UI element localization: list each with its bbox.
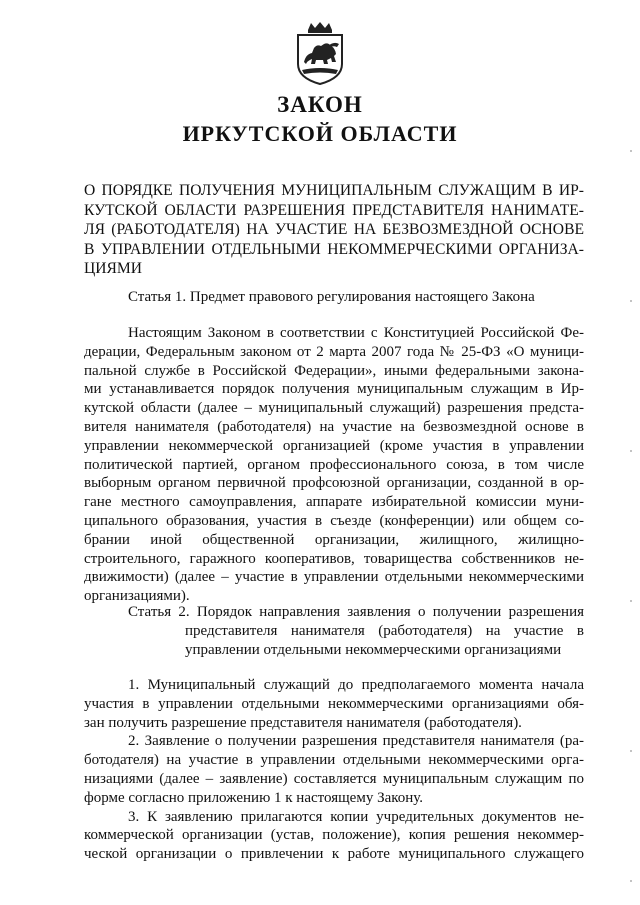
article-2-title-line: управлении отдельными некоммерческими организациями	[185, 641, 562, 658]
text-line: Настоящим Законом в соответствии с Конституцией Российской Фе-	[128, 325, 584, 341]
text-line: пальной службе в Российской Федерации», иными федеральными закона-	[84, 362, 584, 379]
text-line: дерации, Федеральным законом от 2 марта 2007 года № 25-ФЗ «О муници-	[84, 343, 584, 360]
text-line: 3. К заявлению прилагаются копии учредительных документов не-	[128, 808, 584, 825]
text-line: участия в управлении отдельными некоммерческими организациями обя-	[84, 695, 584, 712]
heading-line: В УПРАВЛЕНИИ ОТДЕЛЬНЫМИ НЕКОММЕРЧЕСКИМИ ОРГАНИЗА-	[84, 240, 584, 258]
text-line: организациями).	[84, 588, 190, 605]
text-line: строительного, гаражного кооперативов, товарищества собственников не-	[84, 550, 584, 567]
article-2-title	[128, 603, 584, 659]
article-2-title-line: представителя нанимателя (работодателя) на участие в	[185, 622, 584, 639]
text-line: ческой организации о привлечении к работе муниципального служащего	[84, 846, 584, 863]
law-heading	[84, 181, 584, 279]
text-line: выборным органом первичной профсоюзной организации, созданной в ор-	[84, 475, 584, 492]
heading-line: ЛЯ (РАБОТОДАТЕЛЯ) НА УЧАСТИЕ НА БЕЗВОЗМЕЗДНОЙ ОСНОВЕ	[84, 221, 584, 238]
text-line: коммерческой организации (устав, положение), копия решения некоммер-	[84, 827, 584, 844]
text-line: низациями (далее – заявление) составляется муниципальным служащим по	[84, 770, 584, 787]
article-1-title: Статья 1. Предмет правового регулирования настоящего Закона	[128, 289, 535, 305]
text-line: ботодателя) на участие в управлении отдельными некоммерческими орга-	[84, 752, 584, 769]
heading-line: КУТСКОЙ ОБЛАСТИ РАЗРЕШЕНИЯ ПРЕДСТАВИТЕЛЯ НАНИМАТЕ-	[84, 201, 584, 219]
text-line: форме согласно приложению 1 к настоящему Закону.	[84, 789, 424, 806]
text-line: 1. Муниципальный служащий до предполагаемого момента начала	[128, 677, 584, 693]
text-line: движимости) (далее – участие в управлении отдельными некоммерческими	[84, 569, 584, 586]
coat-of-arms-icon	[294, 20, 346, 86]
text-line: ми устанавливается порядок получения муниципальным служащим в Ир-	[84, 381, 584, 398]
text-line: зан получить разрешение представителя нанимателя (работодателя).	[84, 714, 522, 731]
text-line: 2. Заявление о получении разрешения представителя нанимателя (ра-	[128, 733, 584, 750]
article-2-title-line: Статья 2. Порядок направления заявления о получении разрешения	[128, 604, 584, 620]
text-line: кутской области (далее – муниципальный служащий) разрешения предста-	[84, 400, 584, 417]
heading-line: ЦИЯМИ	[84, 260, 143, 277]
article-2-text	[84, 676, 584, 864]
text-line: вителя нанимателя (работодателя) на участие на безвозмездной основе в	[84, 418, 584, 435]
article-1-text	[84, 324, 584, 606]
text-line: политической партией, органом профессионального союза, в том числе	[84, 456, 584, 473]
text-line: ципального образования, участия в съезде (конференции) или общем со-	[84, 512, 584, 529]
document-title: ЗАКОН	[277, 92, 363, 117]
heading-line: О ПОРЯДКЕ ПОЛУЧЕНИЯ МУНИЦИПАЛЬНЫМ СЛУЖАЩИМ В ИР-	[84, 182, 584, 199]
text-line: управлении некоммерческой организацией (кроме участия в управлении	[84, 437, 584, 454]
document-subtitle: ИРКУТСКОЙ ОБЛАСТИ	[182, 121, 458, 146]
text-line: брании иной общественной организации, жилищного, жилищно-	[84, 531, 584, 548]
text-line: гане местного самоуправления, аппарате избирательной комиссии муни-	[84, 494, 584, 511]
scan-margin-marks	[630, 0, 634, 905]
